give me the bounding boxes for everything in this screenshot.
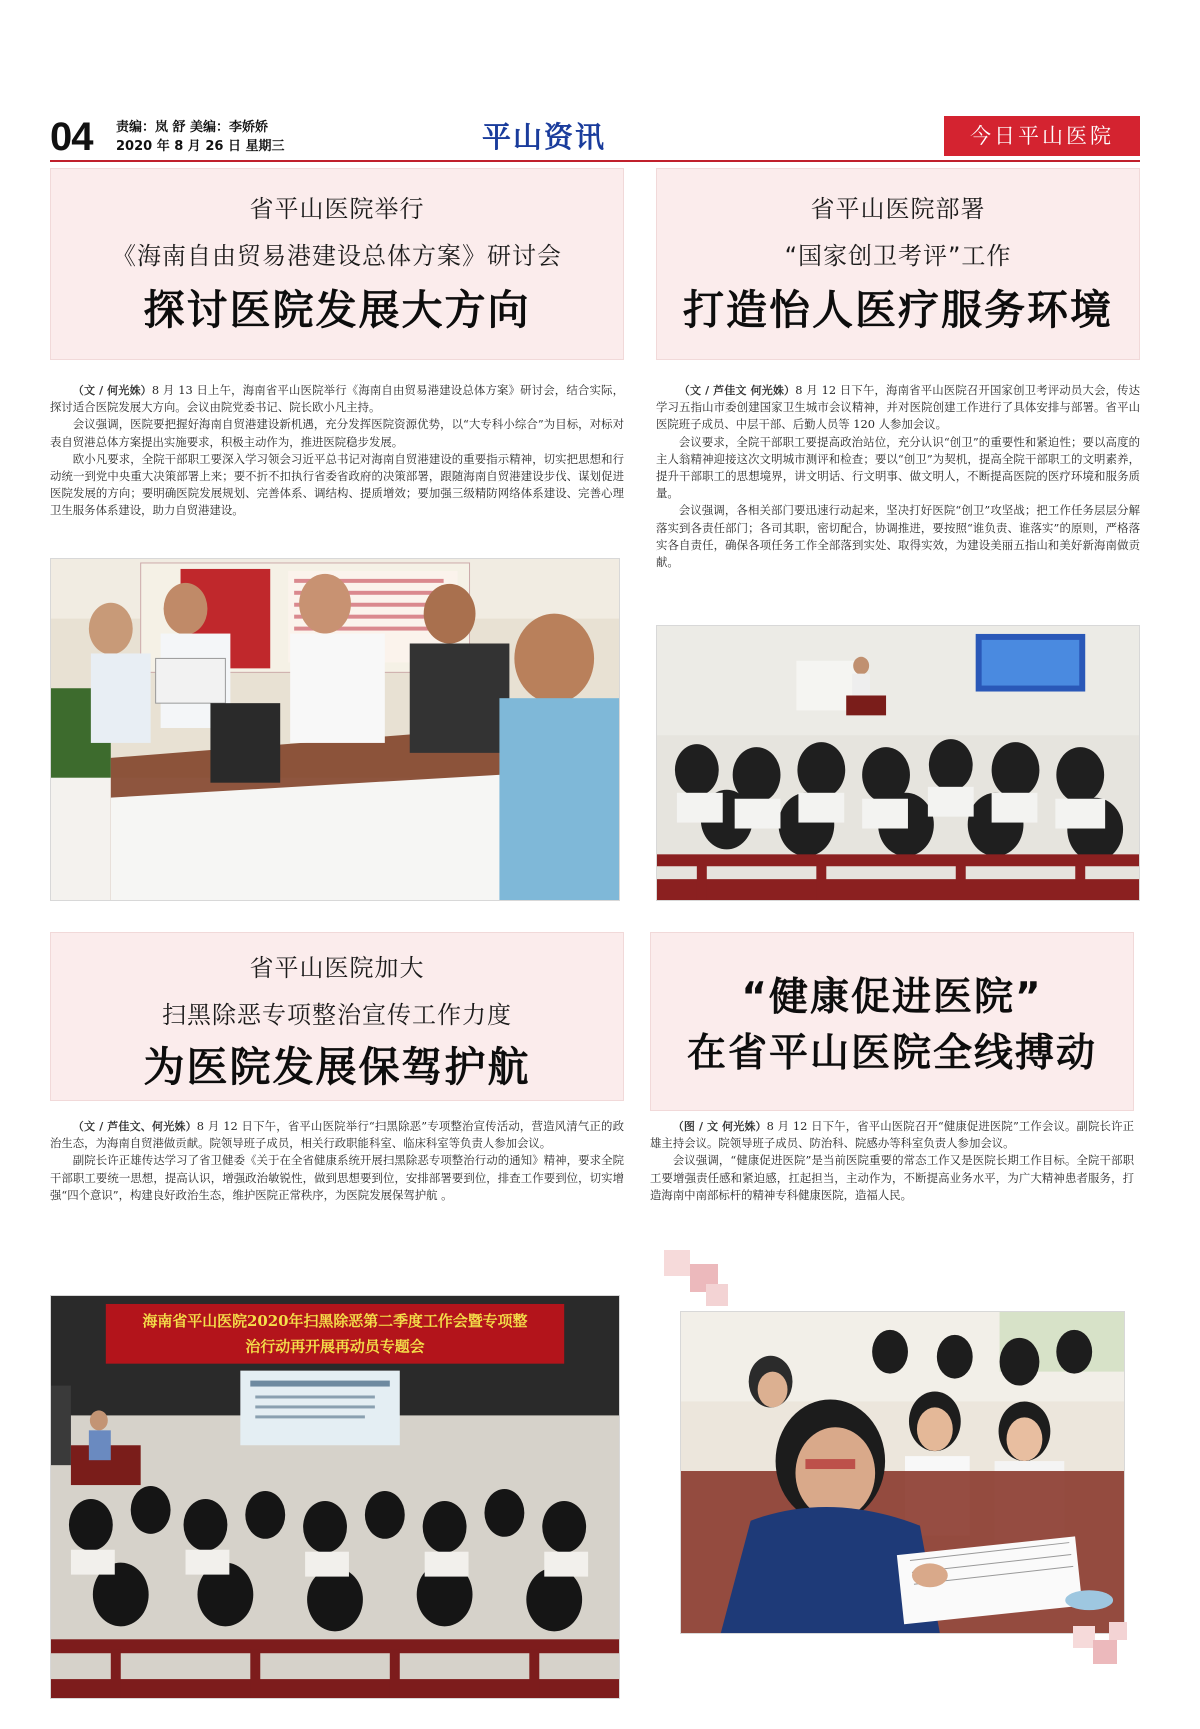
section-title: 平山资讯	[482, 120, 607, 154]
article-4-body	[650, 1118, 1134, 1204]
meeting-photo-4-image	[681, 1312, 1124, 1633]
page-header	[50, 116, 1140, 158]
article-1-body	[50, 382, 624, 520]
banner-line-1: 海南省平山医院2020年扫黑除恶第二季度工作会暨专项整	[142, 1311, 528, 1330]
banner-line-2: 治行动再开展再动员专题会	[245, 1337, 425, 1356]
article-3-title-panel	[50, 932, 624, 1101]
article-1-kicker-1: 省平山医院举行	[249, 195, 425, 223]
article-1-kicker-2: 《海南自由贸易港建设总体方案》研讨会	[112, 242, 562, 270]
newspaper-name-badge: 今日平山医院	[944, 116, 1140, 156]
article-3-byline: （文 / 芦佳文、何光姝）	[72, 1120, 197, 1133]
article-4-headline-2: 在省平山医院全线搏动	[686, 1031, 1097, 1076]
article-3-headline: 为医院发展保驾护航	[143, 1043, 531, 1091]
article-4-paragraph: 8 月 12 日下午，省平山医院召开“健康促进医院”工作会议。副院长许正雄主持会议。院领导班子成员、防治科、院感办等科室负责人参加会议。	[650, 1119, 1134, 1151]
article-2-byline: （文 / 芦佳文 何光姝）	[678, 384, 796, 397]
meeting-photo-2-image	[657, 626, 1139, 900]
date-line: 2020 年 8 月 26 日 星期三	[116, 139, 285, 154]
article-1-byline: （文 / 何光姝）	[72, 384, 152, 397]
decorative-squares-top	[664, 1250, 744, 1310]
article-2-body	[656, 382, 1140, 571]
article-2-title-panel	[656, 168, 1140, 360]
article-2-paragraph: 8 月 12 日下午，海南省平山医院召开国家创卫考评动员大会，传达学习五指山市委创建国家卫生城市会议精神，并对医院创建工作进行了具体安排与部署。省平山医院班子成员、中层干部、后勤人员等 120 人参加会议。	[656, 383, 1140, 432]
article-2-kicker-1: 省平山医院部署	[810, 195, 986, 223]
page-number: 04	[50, 115, 93, 159]
article-3-body	[50, 1118, 624, 1204]
article-3-paragraph: 8 月 12 日下午，省平山医院举行“扫黑除恶”专项整治宣传活动，营造风清气正的政治生态，为海南自贸港做贡献。院领导班子成员，相关行政职能科室、临床科室等负责人参加会议。	[50, 1119, 624, 1151]
decorative-squares-bottom	[1073, 1620, 1133, 1680]
article-2-headline: 打造怡人医疗服务环境	[683, 286, 1113, 334]
article-4-headline-1: “健康促进医院”	[741, 975, 1043, 1020]
article-1-paragraph: 8 月 13 日上午，海南省平山医院举行《海南自由贸易港建设总体方案》研讨会，结合实际，探讨适合医院发展大方向。会议由院党委书记、院长欧小凡主持。	[50, 383, 624, 415]
article-1-paragraph: 欧小凡要求，全院干部职工要深入学习领会习近平总书记对海南自贸港建设的重要指示精神，切实把思想和行动统一到党中央重大决策部署上来；要不折不扣执行省委省政府的决策部署，跟随海南自贸港建设步伐、谋划促进医院发展的方向；要明确医院发展规划、完善体系、调结构、提质增效；要加强三级精防网络体系建设、完善心理卫生服务体系建设，助力自贸港建设。	[50, 451, 624, 518]
editors-line: 责编：岚 舒 美编：李娇娇	[116, 120, 269, 135]
editor-info	[116, 118, 284, 156]
article-1-title-panel	[50, 168, 624, 360]
article-1-headline: 探讨医院发展大方向	[143, 286, 531, 334]
article-1-paragraph: 会议强调，医院要把握好海南自贸港建设新机遇，充分发挥医院资源优势，以“大专科小综合”为目标，对标对表自贸港总体方案提出实施要求，积极主动作为，推进医院稳步发展。	[50, 417, 624, 449]
meeting-photo-2	[656, 625, 1140, 901]
meeting-photo-3	[50, 1295, 620, 1699]
article-3-kicker-2: 扫黑除恶专项整治宣传工作力度	[162, 1001, 512, 1029]
article-2-kicker-2: “国家创卫考评”工作	[784, 242, 1012, 270]
article-3-paragraph: 副院长许正雄传达学习了省卫健委《关于在全省健康系统开展扫黑除恶专项整治行动的通知》精神，要求全院干部职工要统一思想，提高认识，增强政治敏锐性，做到思想要到位，安排部署要到位，排查工作要到位，切实增强“四个意识”，构建良好政治生态，维护医院正常秩序，为医院发展保驾护航 。	[50, 1153, 624, 1202]
article-2-paragraph: 会议要求，全院干部职工要提高政治站位，充分认识“创卫”的重要性和紧迫性；要以高度的主人翁精神迎接这次文明城市测评和检查；要以“创卫”为契机，提高全院干部职工的文明素养，提升干部职工的思想境界，讲文明话、行文明事、做文明人，不断提高医院的医疗环境和服务质量。	[656, 434, 1140, 501]
article-2-paragraph: 会议强调，各相关部门要迅速行动起来，坚决打好医院“创卫”攻坚战；把工作任务层层分解落实到各责任部门；各司其职，密切配合，协调推进，要按照“谁负责、谁落实”的原则，严格落实各自责任，确保各项任务工作全部落到实处、取得实效，为建设美丽五指山和美好新海南做贡献。	[656, 503, 1140, 570]
article-4-title-panel	[650, 932, 1134, 1111]
meeting-photo-4	[680, 1311, 1125, 1634]
article-4-paragraph: 会议强调，“健康促进医院”是当前医院重要的常态工作又是医院长期工作目标。全院干部职工要增强责任感和紧迫感，扛起担当，主动作为，不断提高业务水平，为广大精神患者服务，打造海南中南部标杆的精神专科健康医院，造福人民。	[650, 1153, 1134, 1202]
header-divider	[50, 160, 1140, 162]
article-4-byline: （图 / 文 何光姝）	[672, 1120, 767, 1133]
meeting-photo-1	[50, 558, 620, 901]
article-3-kicker-1: 省平山医院加大	[249, 954, 425, 982]
meeting-photo-3-image	[51, 1296, 619, 1698]
meeting-photo-1-image	[51, 559, 619, 900]
